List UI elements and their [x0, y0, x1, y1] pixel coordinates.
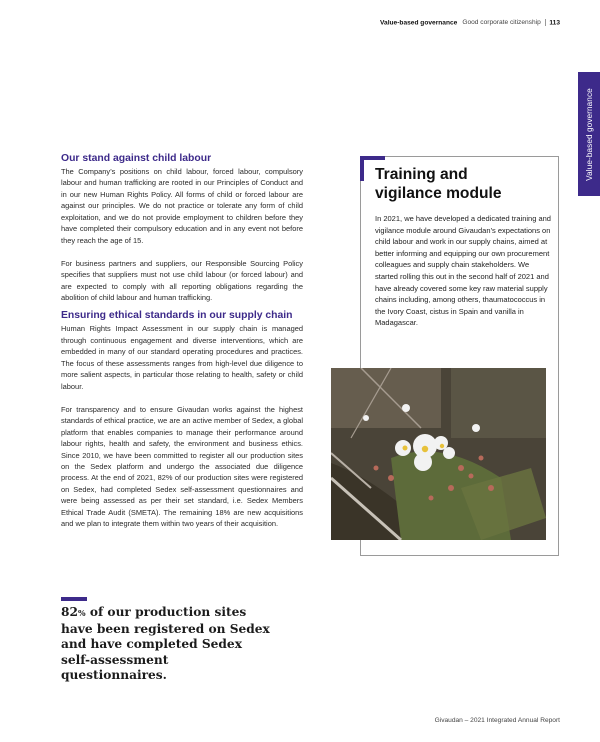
quote-accent-bar	[61, 597, 87, 601]
quote-unit: %	[77, 608, 86, 618]
heading-child-labour: Our stand against child labour	[61, 153, 212, 164]
box-border	[360, 156, 361, 368]
paragraph: For business partners and suppliers, our Responsible Sourcing Policy specifies that suppliers must not use child labour (or forced labour) and are expected to comply with all reporting obligations regarding the abolition of child labour and human trafficking.	[61, 258, 303, 303]
left-column	[61, 152, 303, 530]
box-border	[360, 540, 361, 556]
paragraph: For transparency and to ensure Givaudan works against the highest standards of ethical practice, we are an active member of Sedex, a global platform that enables companies to manage their performance around labour rights, health and safety, the environment and business ethics. Since 2010, we have been committed to register all our production sites on the Sedex platform and undergo the associated due diligence process. At the end of 2021, 82% of our production sites were registered on Sedex, had completed Sedex self-assessment questionnaires and were being assessed as per their set standard, i.e. Sedex Members Ethical Trade Audit (SMETA). The remaining 18% are new acquisitions and we plan to integrate them within two years of their acquisition.	[61, 404, 303, 529]
page-number: 113	[549, 19, 560, 27]
paragraph: The Company’s positions on child labour, forced labour, compulsory labour and human trafficking are rooted in our Principles of Conduct and in our new Human Rights Policy. All forms of child or forced labour are against our principles. We do not practice or tolerate any form of child exploitation, and we do not provide employment to children before they have completed their compulsory education and in any event not before they reach the age of 15.	[61, 167, 303, 245]
running-header	[380, 19, 560, 26]
box-title	[375, 166, 545, 203]
pull-quote	[61, 605, 271, 684]
box-title-line: Training and	[375, 166, 468, 183]
box-body: In 2021, we have developed a dedicated training and vigilance module around Givaudan’s expectations on child labour and work in our supply chains, aimed at better informing and equipping our own procurement colleagues and supply chain stakeholders. We started rolling this out in the second half of 2021 and have already covered some key raw material supply chains including, among others, thaumatococcus in the Ivory Coast, cistus in Spain and vanilla in Madagascar.	[375, 214, 551, 328]
header-subsection: Good corporate citizenship	[462, 19, 541, 27]
quote-text: of our production sites have been registered on Sedex and have completed Sedex self-assessment questionnaires.	[61, 605, 270, 682]
header-section: Value-based governance	[380, 19, 458, 27]
photo-illustration	[331, 368, 546, 540]
quote-number: 82	[61, 605, 78, 619]
cistus-flower-photo	[331, 368, 546, 540]
heading-ethical-standards: Ensuring ethical standards in our supply chain	[61, 310, 293, 322]
section-side-tab[interactable]	[578, 72, 600, 196]
header-divider	[545, 19, 546, 26]
box-title-line: vigilance module	[375, 184, 502, 202]
paragraph: Human Rights Impact Assessment in our supply chain is managed through continuous engagement and diverse interventions, which are embedded in many of our standard operating procedures and practices. The focus of these assessments ranges from high-level due diligence to more salient aspects, in particular those relating to health, safety or child labour.	[61, 324, 303, 391]
box-corner-accent	[360, 156, 364, 181]
footer: Givaudan – 2021 Integrated Annual Report	[434, 717, 560, 724]
side-tab-label: Value-based governance	[584, 87, 594, 181]
